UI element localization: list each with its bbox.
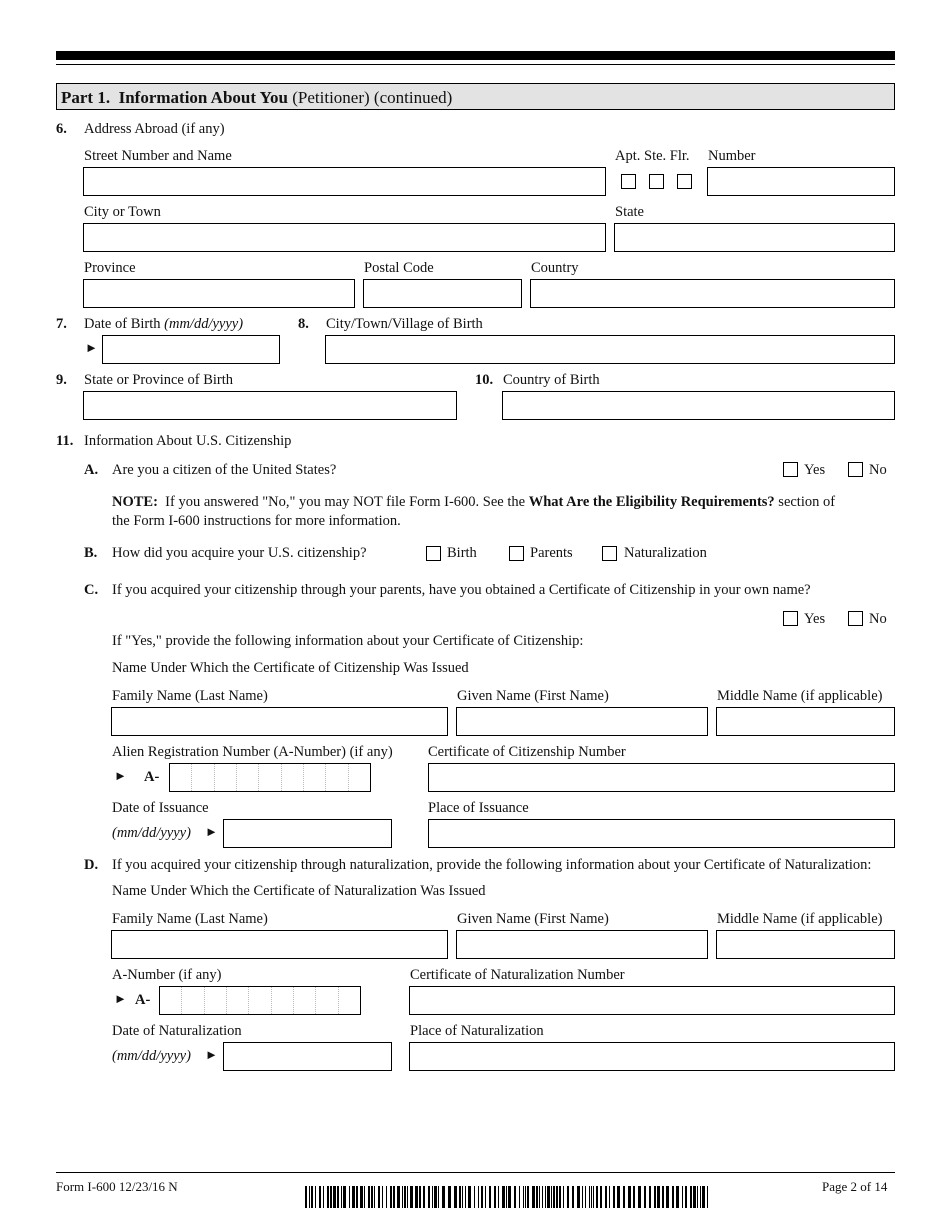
apt-checkbox[interactable] [621,174,636,189]
part-header [56,83,895,110]
q6-number: 6. [56,121,67,137]
c-place-label: Place of Issuance [428,800,529,816]
q11c-name-under: Name Under Which the Certificate of Citizenship Was Issued [112,660,469,676]
q11d-letter: D. [84,857,99,873]
q8-number: 8. [298,316,309,332]
q10-number: 10. [475,372,494,388]
dob-label [84,316,243,332]
d-nat-date-input[interactable] [223,1042,392,1071]
c-middle-label: Middle Name (if applicable) [717,688,883,704]
q11a-letter: A. [84,462,99,478]
note-part2: section of [778,494,836,510]
flr-checkbox[interactable] [677,174,692,189]
d-anum-prefix: A- [135,992,151,1008]
part-suffix: (Petitioner) (continued) [292,88,453,107]
q11c-yes-checkbox[interactable] [783,611,798,626]
city-input[interactable] [83,223,606,252]
address-number-label: Number [708,148,756,164]
part-title: Information About You [118,88,288,107]
d-middle-input[interactable] [716,930,895,959]
address-number-input[interactable] [707,167,895,196]
postal-code-label: Postal Code [364,260,434,276]
dob-format: (mm/dd/yyyy) [164,316,244,332]
d-middle-label: Middle Name (if applicable) [717,911,883,927]
street-label: Street Number and Name [84,148,232,164]
d-nat-date-label: Date of Naturalization [112,1023,242,1039]
city-label: City or Town [84,204,161,220]
dob-label-text: Date of Birth [84,316,161,332]
note-label: NOTE: [112,494,158,510]
d-given-label: Given Name (First Name) [457,911,609,927]
q11b-letter: B. [84,545,98,561]
c-place-input[interactable] [428,819,895,848]
c-family-label: Family Name (Last Name) [112,688,268,704]
q11c-yes-label: Yes [804,611,826,627]
d-anum-input[interactable] [159,986,361,1015]
province-input[interactable] [83,279,355,308]
c-anum-input[interactable] [169,763,371,792]
q11c-no-label: No [869,611,887,627]
d-cert-num-input[interactable] [409,986,895,1015]
q11a-yes-checkbox[interactable] [783,462,798,477]
q7-number: 7. [56,316,67,332]
d-cert-num-label: Certificate of Naturalization Number [410,967,625,983]
c-issue-date-input[interactable] [223,819,392,848]
apt-ste-flr-label: Apt. Ste. Flr. [615,148,690,164]
footer-page-number: Page 2 of 14 [822,1179,888,1194]
country-label: Country [531,260,579,276]
c-date-arrow-icon: ► [205,824,218,839]
birth-checkbox[interactable] [426,546,441,561]
q11c-no-checkbox[interactable] [848,611,863,626]
naturalization-option-label: Naturalization [624,545,707,561]
footer-form-id: Form I-600 12/23/16 N [56,1179,178,1194]
part-label: Part 1. [61,88,111,107]
state-input[interactable] [614,223,895,252]
d-family-label: Family Name (Last Name) [112,911,268,927]
d-anum-arrow-icon: ► [114,991,127,1006]
q6-title: Address Abroad (if any) [84,121,225,137]
footer-rule [56,1172,895,1173]
c-given-input[interactable] [456,707,708,736]
note-bold: What Are the Eligibility Requirements? [528,494,775,510]
top-rule-thick [56,51,895,60]
c-anum-label: Alien Registration Number (A-Number) (if any) [112,744,393,760]
d-given-input[interactable] [456,930,708,959]
d-place-label: Place of Naturalization [410,1023,544,1039]
c-cert-num-label: Certificate of Citizenship Number [428,744,626,760]
state-label: State [615,204,644,220]
parents-option-label: Parents [530,545,573,561]
q11a-no-checkbox[interactable] [848,462,863,477]
birth-city-label: City/Town/Village of Birth [326,316,483,332]
province-label: Province [84,260,136,276]
q11a-yes-label: Yes [804,462,826,478]
q11d-question: If you acquired your citizenship through naturalization, provide the following information about your Certificate of Naturalization: [112,857,872,873]
c-given-label: Given Name (First Name) [457,688,609,704]
c-middle-input[interactable] [716,707,895,736]
c-anum-arrow-icon: ► [114,768,127,783]
q11d-name-under: Name Under Which the Certificate of Naturalization Was Issued [112,883,486,899]
d-place-input[interactable] [409,1042,895,1071]
c-cert-num-input[interactable] [428,763,895,792]
d-family-input[interactable] [111,930,448,959]
birth-country-input[interactable] [502,391,895,420]
q11c-letter: C. [84,582,99,598]
birth-option-label: Birth [447,545,477,561]
postal-code-input[interactable] [363,279,522,308]
birth-state-label: State or Province of Birth [84,372,234,388]
country-input[interactable] [530,279,895,308]
birth-city-input[interactable] [325,335,895,364]
d-date-arrow-icon: ► [205,1047,218,1062]
q11-title: Information About U.S. Citizenship [84,433,292,449]
d-date-format: (mm/dd/yyyy) [112,1048,191,1064]
q11a-question: Are you a citizen of the United States? [112,462,337,478]
c-family-input[interactable] [111,707,448,736]
birth-country-label: Country of Birth [503,372,600,388]
c-date-format: (mm/dd/yyyy) [112,825,191,841]
street-input[interactable] [83,167,606,196]
d-anum-label: A-Number (if any) [112,967,222,983]
q11b-question: How did you acquire your U.S. citizenship? [112,545,367,561]
parents-checkbox[interactable] [509,546,524,561]
c-issue-date-label: Date of Issuance [112,800,209,816]
top-rule-thin [56,64,895,65]
q11c-question: If you acquired your citizenship through your parents, have you obtained a Certificate of Citizenship in your own name? [112,582,811,598]
q11a-note-line2: the Form I-600 instructions for more information. [112,513,401,529]
q11a-note-line1 [112,494,835,510]
q11-number: 11. [56,433,74,449]
naturalization-checkbox[interactable] [602,546,617,561]
q11a-no-label: No [869,462,887,478]
note-part1: If you answered "No," you may NOT file Form I-600. See the [165,494,526,510]
ste-checkbox[interactable] [649,174,664,189]
birth-state-input[interactable] [83,391,457,420]
barcode [305,1186,712,1208]
dob-input[interactable] [102,335,280,364]
q11c-if-yes: If "Yes," provide the following information about your Certificate of Citizenship: [112,633,584,649]
c-anum-prefix: A- [144,769,160,785]
q9-number: 9. [56,372,67,388]
dob-arrow-icon: ► [85,340,98,355]
